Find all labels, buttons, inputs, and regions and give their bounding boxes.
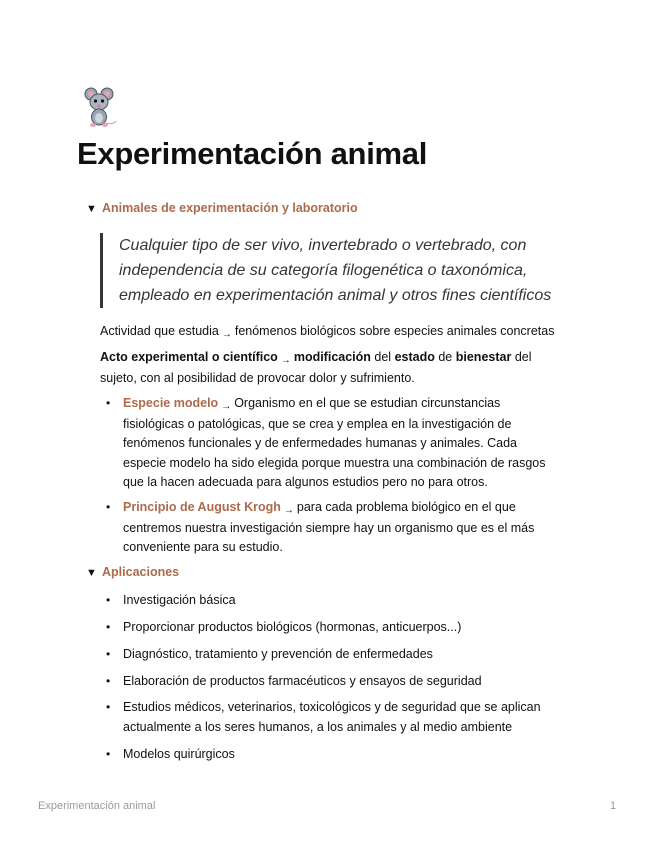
arrow-icon: → [280,355,291,366]
page-title: Experimentación animal [77,136,428,171]
arrow-icon: → [221,329,232,340]
toggle-triangle-icon[interactable]: ▼ [86,567,97,579]
toggle-label: Aplicaciones [102,565,180,579]
bullet-icon: • [106,674,111,688]
bullet-icon: • [106,700,111,714]
list-item: • Elaboración de productos farmacéuticos y ensayos de seguridad [106,672,556,692]
bullet-icon: • [106,747,111,761]
bullet-icon: • [106,396,111,410]
bullet-icon: • [106,620,111,634]
bullet-icon: • [106,647,111,661]
paragraph-actividad: Actividad que estudia → fenómenos biológicos sobre especies animales concretas [100,322,570,343]
paragraph-acto: Acto experimental o científico → modificación del estado de bienestar del sujeto, con al posibilidad de provocar dolor y sufrimiento. [100,350,532,385]
toggle-triangle-icon[interactable]: ▼ [86,203,97,215]
list-item: • Proporcionar productos biológicos (hormonas, anticuerpos...) [106,618,556,638]
bullet-icon: • [106,500,111,514]
footer-title: Experimentación animal [38,800,156,812]
toggle-animales[interactable] [86,201,358,215]
bullet-icon: • [106,593,111,607]
list-item: • Principio de August Krogh → para cada problema biológico en el que centremos nuestra investigación siempre hay un organismo que es el más conveniente para su estudio. [106,500,535,554]
toggle-label: Animales de experimentación y laboratorio [102,201,358,215]
mouse-icon [82,85,118,129]
list-item: • Modelos quirúrgicos [106,745,556,765]
list-item: • Especie modelo → Organismo en el que se estudian circunstancias fisiológicas o patológicas, que se crea y emplea en la investigación de fenómenos funcionales y de enfermedades humanas y animales. Cada especie modelo ha sido elegida porque muestra una combinación de rasgos que la hacen adecuada para algunos estudios pero no para otros. [106,396,546,489]
list-item: • Diagnóstico, tratamiento y prevención de enfermedades [106,645,556,665]
arrow-icon: → [221,401,232,412]
toggle-aplicaciones[interactable] [86,565,179,579]
list-item: • Estudios médicos, veterinarios, toxicológicos y de seguridad que se aplican actualmente a los seres humanos, a los animales y al medio ambiente [106,700,541,734]
list-item: • Investigación básica [106,591,556,611]
definition-quote: Cualquier tipo de ser vivo, invertebrado o vertebrado, con independencia de su categoría filogenética o taxonómica, empleado en experimentación animal y otros fines científicos [100,233,589,308]
arrow-icon: → [283,505,294,516]
footer-page-number: 1 [610,800,617,812]
